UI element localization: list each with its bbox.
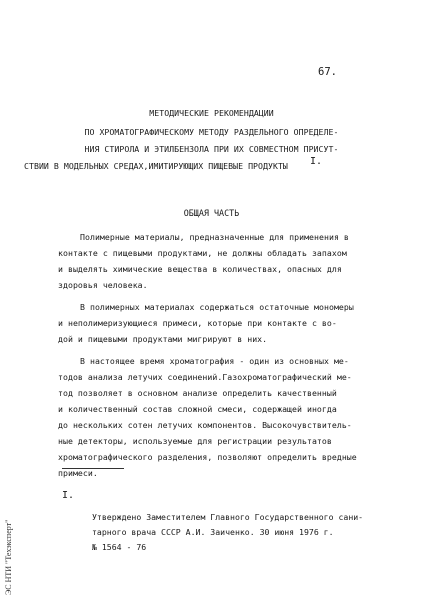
body-text-line: здоровья человека. xyxy=(58,280,148,290)
body-text-line: и выделять химические вещества в количествах, опасных для xyxy=(58,264,342,274)
body-text-line: контакте с пищевыми продуктами, не должны обладать запахом xyxy=(58,248,347,258)
footnote-mark: I. xyxy=(62,490,75,501)
body-text-line: дой и пищевыми продуктами мигрируют в них. xyxy=(58,334,268,344)
page-number: 67. xyxy=(318,66,337,78)
footnote-text-line: № 1564 - 76 xyxy=(92,542,147,552)
document-title-line: СТВИИ В МОДЕЛЬНЫХ СРЕДАХ,ИМИТИРУЮЩИХ ПИЩЕВЫЕ ПРОДУКТЫ xyxy=(24,161,288,171)
section-heading: ОБЩАЯ ЧАСТЬ xyxy=(183,208,240,218)
body-text-line: и неполимеризующиеся примеси, которые при контакте с во- xyxy=(58,318,337,328)
footnote-text-line: Утверждено Заместителем Главного Государственного сани- xyxy=(92,512,364,522)
body-text-line: тод позволяет в основном анализе определить качественный xyxy=(58,388,337,398)
document-title-line: МЕТОДИЧЕСКИЕ РЕКОМЕНДАЦИИ xyxy=(149,108,274,118)
body-text-line: В полимерных материалах содержаться остаточные мономеры xyxy=(80,302,354,312)
margin-stamp: ЭС НТИ "Техэксперт" xyxy=(4,519,13,595)
footnote-text-line: тарного врача СССР А.И. Заиченко. 30 июня 1976 г. xyxy=(92,527,334,537)
body-text-line: Полимерные материалы, предназначенные для применения в xyxy=(80,232,349,242)
document-title-line: ПО ХРОМАТОГРАФИЧЕСКОМУ МЕТОДУ РАЗДЕЛЬНОГО ОПРЕДЕЛЕ- xyxy=(84,127,339,137)
body-text-line: до нескольких сотен летучих компонентов. Высокочувствитель- xyxy=(58,420,352,430)
body-text-line: примеси. xyxy=(58,468,98,478)
title-footnote-reference: I. xyxy=(310,156,323,167)
document-title-line: НИЯ СТИРОЛА И ЭТИЛБЕНЗОЛА ПРИ ИХ СОВМЕСТНОМ ПРИСУТ- xyxy=(84,144,339,154)
footnote-separator xyxy=(62,468,124,469)
body-text-line: хроматографического разделения, позволяют определить вредные xyxy=(58,452,357,462)
body-text-line: и количественный состав сложной смеси, содержащей иногда xyxy=(58,404,337,414)
body-text-line: В настоящее время хроматография - один из основных ме- xyxy=(80,356,349,366)
body-text-line: тодов анализа летучих соединений.Газохроматографический ме- xyxy=(58,372,352,382)
body-text-line: ные детекторы, используемые для регистрации результатов xyxy=(58,436,332,446)
